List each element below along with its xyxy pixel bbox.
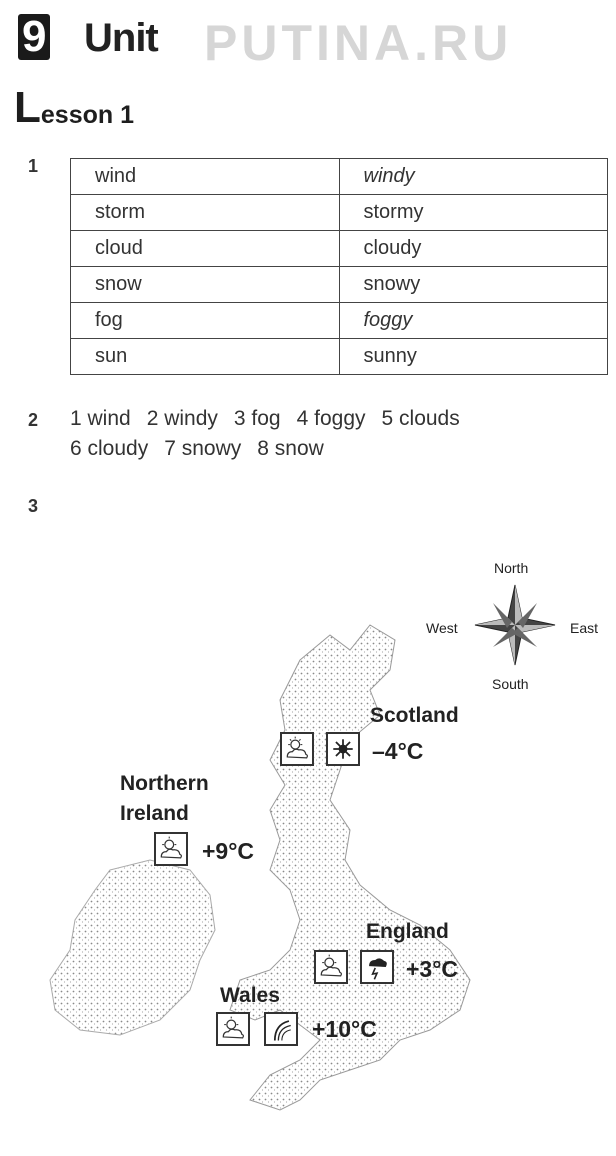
lesson-initial: L xyxy=(14,83,41,132)
wales-temp: +10°C xyxy=(312,1016,377,1042)
compass-west: West xyxy=(426,620,458,636)
table-row xyxy=(71,231,608,267)
adjective-cell: foggy xyxy=(339,303,608,339)
lesson-rest: esson 1 xyxy=(40,101,134,129)
noun-cell: sun xyxy=(71,339,340,375)
table-row xyxy=(71,339,608,375)
wales-label: Wales xyxy=(220,984,280,1007)
ireland-shape xyxy=(50,860,215,1035)
scotland-label: Scotland xyxy=(370,704,459,727)
answer-item: 1 wind xyxy=(70,407,131,430)
weather-map xyxy=(0,540,616,1156)
answer-item: 3 fog xyxy=(233,407,281,430)
snowflake-icon xyxy=(326,732,360,766)
answer-item: 8 snow xyxy=(257,437,324,460)
exercise-1-number: 1 xyxy=(28,156,39,176)
adjective-cell: stormy xyxy=(339,195,608,231)
adjective-cell: windy xyxy=(339,159,608,195)
watermark: PUTINA.RU xyxy=(204,15,513,71)
table-row xyxy=(71,303,608,339)
answer-item: 6 cloudy xyxy=(70,437,149,460)
exercise-3-number: 3 xyxy=(28,496,39,516)
partly-cloudy-icon xyxy=(216,1012,250,1046)
answers-line-1 xyxy=(70,404,476,434)
noun-cell: snow xyxy=(71,267,340,303)
adjective-cell: sunny xyxy=(339,339,608,375)
england-temp: +3°C xyxy=(406,956,459,982)
lesson-title xyxy=(14,83,134,132)
unit-header xyxy=(14,6,614,71)
answers-line-2 xyxy=(70,434,476,464)
scotland-temp: –4°C xyxy=(372,738,424,764)
noun-cell: storm xyxy=(71,195,340,231)
uk-map-outline xyxy=(0,540,616,1156)
partly-cloudy-icon xyxy=(154,832,188,866)
partly-cloudy-icon xyxy=(280,732,314,766)
exercise-2-answers xyxy=(70,404,476,464)
answer-item: 5 clouds xyxy=(381,407,460,430)
compass-south: South xyxy=(492,676,529,692)
partly-cloudy-icon xyxy=(314,950,348,984)
answer-item: 4 foggy xyxy=(296,407,366,430)
noun-cell: wind xyxy=(71,159,340,195)
noun-cell: cloud xyxy=(71,231,340,267)
northern-ireland-label-1: Northern xyxy=(120,772,209,795)
adjective-cell: cloudy xyxy=(339,231,608,267)
adjective-cell: snowy xyxy=(339,267,608,303)
noun-cell: fog xyxy=(71,303,340,339)
table-row xyxy=(71,195,608,231)
unit-title: Unit xyxy=(84,16,158,60)
table-row xyxy=(71,267,608,303)
compass-north: North xyxy=(494,560,529,576)
wind-icon xyxy=(264,1012,298,1046)
compass-east: East xyxy=(570,620,599,636)
compass-rose xyxy=(475,585,555,665)
northern-ireland-temp: +9°C xyxy=(202,838,255,864)
northern-ireland-label-2: Ireland xyxy=(120,802,189,825)
answer-item: 2 windy xyxy=(146,407,218,430)
answer-item: 7 snowy xyxy=(164,437,242,460)
england-label: England xyxy=(366,920,449,943)
table-row xyxy=(71,159,608,195)
unit-number: 9 xyxy=(18,14,50,60)
exercise-2-number: 2 xyxy=(28,410,39,430)
storm-icon xyxy=(360,950,394,984)
word-table xyxy=(70,158,608,375)
